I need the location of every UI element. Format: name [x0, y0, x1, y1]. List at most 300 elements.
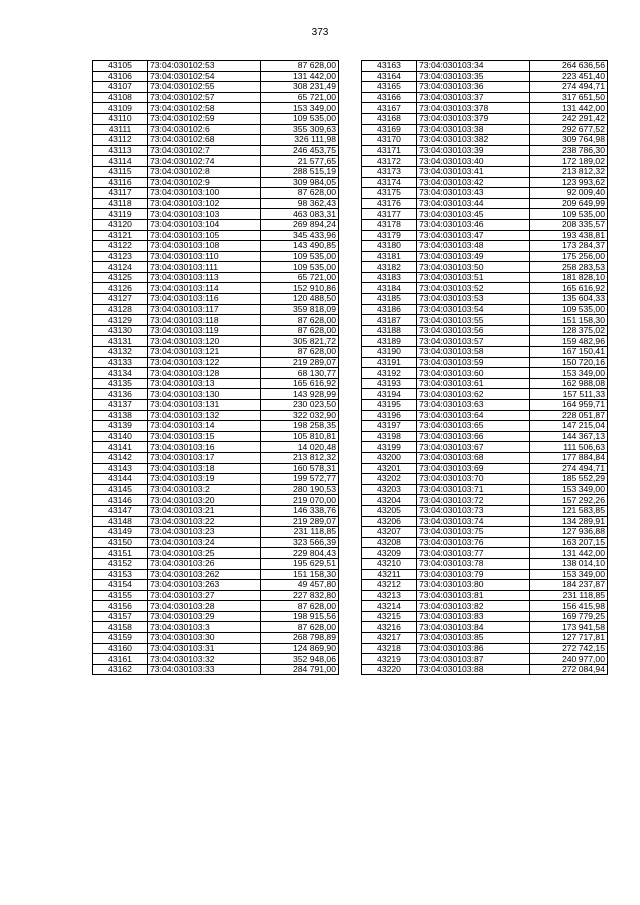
cadastral-number-cell: 73:04:030103:87: [417, 654, 530, 665]
table-row: [93, 92, 339, 103]
row-number-cell: 43150: [93, 537, 148, 548]
row-number-cell: 43149: [93, 527, 148, 538]
row-number-cell: 43132: [93, 347, 148, 358]
table-row: [93, 389, 339, 400]
table-row: [93, 219, 339, 230]
cadastral-number-cell: 73:04:030103:53: [417, 294, 530, 305]
table-row: [93, 431, 339, 442]
value-cell: 157 292,26: [530, 495, 608, 506]
value-cell: 272 084,94: [530, 664, 608, 675]
cadastral-number-cell: 73:04:030103:18: [148, 463, 261, 474]
row-number-cell: 43127: [93, 294, 148, 305]
table-row: [362, 357, 608, 368]
table-row: [93, 145, 339, 156]
cadastral-number-cell: 73:04:030103:3: [148, 622, 261, 633]
cadastral-number-cell: 73:04:030103:50: [417, 262, 530, 273]
cadastral-table-right: [361, 60, 608, 675]
row-number-cell: 43140: [93, 431, 148, 442]
cadastral-number-cell: 73:04:030103:73: [417, 505, 530, 516]
cadastral-number-cell: 73:04:030103:49: [417, 251, 530, 262]
table-row: [93, 241, 339, 252]
row-number-cell: 43192: [362, 368, 417, 379]
cadastral-number-cell: 73:04:030103:13: [148, 378, 261, 389]
row-number-cell: 43163: [362, 61, 417, 72]
row-number-cell: 43133: [93, 357, 148, 368]
cadastral-number-cell: 73:04:030103:23: [148, 527, 261, 538]
cadastral-number-cell: 73:04:030102:59: [148, 113, 261, 124]
row-number-cell: 43162: [93, 664, 148, 675]
table-row: [93, 643, 339, 654]
table-body-left: [93, 61, 339, 675]
value-cell: 264 636,56: [530, 61, 608, 72]
value-cell: 92 009,40: [530, 188, 608, 199]
row-number-cell: 43145: [93, 484, 148, 495]
cadastral-number-cell: 73:04:030102:57: [148, 92, 261, 103]
value-cell: 230 023,50: [261, 400, 339, 411]
table-row: [93, 61, 339, 72]
table-row: [362, 400, 608, 411]
value-cell: 87 628,00: [261, 347, 339, 358]
value-cell: 165 616,92: [261, 378, 339, 389]
row-number-cell: 43109: [93, 103, 148, 114]
row-number-cell: 43115: [93, 166, 148, 177]
cadastral-number-cell: 73:04:030103:54: [417, 304, 530, 315]
value-cell: 146 338,76: [261, 505, 339, 516]
cadastral-number-cell: 73:04:030102:6: [148, 124, 261, 135]
value-cell: 208 335,57: [530, 219, 608, 230]
value-cell: 185 552,29: [530, 474, 608, 485]
value-cell: 144 367,13: [530, 431, 608, 442]
table-row: [93, 654, 339, 665]
value-cell: 175 256,00: [530, 251, 608, 262]
row-number-cell: 43198: [362, 431, 417, 442]
row-number-cell: 43172: [362, 156, 417, 167]
cadastral-number-cell: 73:04:030103:60: [417, 368, 530, 379]
row-number-cell: 43156: [93, 601, 148, 612]
cadastral-number-cell: 73:04:030103:118: [148, 315, 261, 326]
value-cell: 169 779,25: [530, 611, 608, 622]
table-row: [93, 347, 339, 358]
cadastral-number-cell: 73:04:030103:47: [417, 230, 530, 241]
cadastral-number-cell: 73:04:030103:31: [148, 643, 261, 654]
value-cell: 164 959,71: [530, 400, 608, 411]
row-number-cell: 43173: [362, 166, 417, 177]
row-number-cell: 43137: [93, 400, 148, 411]
cadastral-number-cell: 73:04:030103:119: [148, 325, 261, 336]
row-number-cell: 43128: [93, 304, 148, 315]
cadastral-number-cell: 73:04:030103:111: [148, 262, 261, 273]
row-number-cell: 43171: [362, 145, 417, 156]
table-row: [93, 177, 339, 188]
cadastral-number-cell: 73:04:030103:41: [417, 166, 530, 177]
table-row: [362, 219, 608, 230]
value-cell: 326 111,98: [261, 135, 339, 146]
row-number-cell: 43180: [362, 241, 417, 252]
table-row: [93, 272, 339, 283]
row-number-cell: 43116: [93, 177, 148, 188]
row-number-cell: 43155: [93, 590, 148, 601]
value-cell: 151 158,30: [261, 569, 339, 580]
cadastral-number-cell: 73:04:030103:382: [417, 135, 530, 146]
value-cell: 131 442,00: [530, 548, 608, 559]
row-number-cell: 43166: [362, 92, 417, 103]
value-cell: 147 215,04: [530, 421, 608, 432]
table-row: [362, 410, 608, 421]
table-row: [93, 516, 339, 527]
row-number-cell: 43203: [362, 484, 417, 495]
cadastral-number-cell: 73:04:030103:378: [417, 103, 530, 114]
row-number-cell: 43220: [362, 664, 417, 675]
table-row: [93, 590, 339, 601]
cadastral-number-cell: 73:04:030103:103: [148, 209, 261, 220]
row-number-cell: 43213: [362, 590, 417, 601]
table-row: [362, 103, 608, 114]
table-row: [362, 654, 608, 665]
cadastral-number-cell: 73:04:030103:30: [148, 633, 261, 644]
row-number-cell: 43110: [93, 113, 148, 124]
cadastral-number-cell: 73:04:030103:35: [417, 71, 530, 82]
table-row: [362, 325, 608, 336]
value-cell: 109 535,00: [530, 304, 608, 315]
value-cell: 199 572,77: [261, 474, 339, 485]
value-cell: 153 349,00: [261, 103, 339, 114]
cadastral-number-cell: 73:04:030103:64: [417, 410, 530, 421]
cadastral-number-cell: 73:04:030103:77: [417, 548, 530, 559]
table-row: [362, 505, 608, 516]
cadastral-number-cell: 73:04:030103:48: [417, 241, 530, 252]
row-number-cell: 43193: [362, 378, 417, 389]
value-cell: 309 764,98: [530, 135, 608, 146]
row-number-cell: 43148: [93, 516, 148, 527]
cadastral-number-cell: 73:04:030103:46: [417, 219, 530, 230]
row-number-cell: 43199: [362, 442, 417, 453]
table-row: [362, 336, 608, 347]
row-number-cell: 43139: [93, 421, 148, 432]
value-cell: 227 832,80: [261, 590, 339, 601]
value-cell: 159 482,96: [530, 336, 608, 347]
row-number-cell: 43175: [362, 188, 417, 199]
cadastral-number-cell: 73:04:030103:70: [417, 474, 530, 485]
row-number-cell: 43160: [93, 643, 148, 654]
value-cell: 317 651,50: [530, 92, 608, 103]
cadastral-number-cell: 73:04:030103:34: [417, 61, 530, 72]
cadastral-number-cell: 73:04:030103:66: [417, 431, 530, 442]
value-cell: 268 798,89: [261, 633, 339, 644]
table-row: [93, 135, 339, 146]
value-cell: 195 629,51: [261, 558, 339, 569]
value-cell: 269 894,24: [261, 219, 339, 230]
cadastral-number-cell: 73:04:030103:128: [148, 368, 261, 379]
value-cell: 87 628,00: [261, 601, 339, 612]
row-number-cell: 43118: [93, 198, 148, 209]
value-cell: 111 506,63: [530, 442, 608, 453]
row-number-cell: 43134: [93, 368, 148, 379]
table-row: [93, 198, 339, 209]
cadastral-number-cell: 73:04:030103:40: [417, 156, 530, 167]
cadastral-number-cell: 73:04:030103:100: [148, 188, 261, 199]
row-number-cell: 43121: [93, 230, 148, 241]
row-number-cell: 43141: [93, 442, 148, 453]
row-number-cell: 43147: [93, 505, 148, 516]
cadastral-number-cell: 73:04:030103:379: [417, 113, 530, 124]
table-row: [93, 368, 339, 379]
value-cell: 150 720,16: [530, 357, 608, 368]
value-cell: 352 948,06: [261, 654, 339, 665]
cadastral-number-cell: 73:04:030103:102: [148, 198, 261, 209]
value-cell: 160 578,31: [261, 463, 339, 474]
cadastral-number-cell: 73:04:030103:122: [148, 357, 261, 368]
table-row: [93, 569, 339, 580]
cadastral-number-cell: 73:04:030103:26: [148, 558, 261, 569]
value-cell: 309 984,05: [261, 177, 339, 188]
row-number-cell: 43201: [362, 463, 417, 474]
row-number-cell: 43215: [362, 611, 417, 622]
table-row: [93, 633, 339, 644]
value-cell: 272 742,15: [530, 643, 608, 654]
cadastral-number-cell: 73:04:030103:45: [417, 209, 530, 220]
value-cell: 128 375,02: [530, 325, 608, 336]
value-cell: 173 941,58: [530, 622, 608, 633]
cadastral-number-cell: 73:04:030103:37: [417, 92, 530, 103]
value-cell: 292 677,52: [530, 124, 608, 135]
row-number-cell: 43138: [93, 410, 148, 421]
cadastral-number-cell: 73:04:030103:32: [148, 654, 261, 665]
table-row: [362, 484, 608, 495]
row-number-cell: 43205: [362, 505, 417, 516]
row-number-cell: 43196: [362, 410, 417, 421]
table-row: [93, 421, 339, 432]
cadastral-number-cell: 73:04:030102:7: [148, 145, 261, 156]
table-row: [93, 262, 339, 273]
cadastral-number-cell: 73:04:030103:43: [417, 188, 530, 199]
cadastral-number-cell: 73:04:030103:67: [417, 442, 530, 453]
table-row: [362, 590, 608, 601]
cadastral-number-cell: 73:04:030103:79: [417, 569, 530, 580]
table-row: [93, 82, 339, 93]
table-row: [362, 166, 608, 177]
row-number-cell: 43212: [362, 580, 417, 591]
cadastral-number-cell: 73:04:030103:21: [148, 505, 261, 516]
row-number-cell: 43165: [362, 82, 417, 93]
cadastral-number-cell: 73:04:030103:2: [148, 484, 261, 495]
table-row: [93, 505, 339, 516]
row-number-cell: 43208: [362, 537, 417, 548]
table-row: [93, 452, 339, 463]
row-number-cell: 43120: [93, 219, 148, 230]
table-row: [362, 347, 608, 358]
row-number-cell: 43107: [93, 82, 148, 93]
cadastral-number-cell: 73:04:030103:68: [417, 452, 530, 463]
cadastral-number-cell: 73:04:030103:81: [417, 590, 530, 601]
table-row: [362, 156, 608, 167]
row-number-cell: 43105: [93, 61, 148, 72]
value-cell: 229 804,43: [261, 548, 339, 559]
row-number-cell: 43144: [93, 474, 148, 485]
table-row: [93, 378, 339, 389]
cadastral-number-cell: 73:04:030103:63: [417, 400, 530, 411]
cadastral-number-cell: 73:04:030103:76: [417, 537, 530, 548]
table-row: [93, 664, 339, 675]
table-row: [93, 230, 339, 241]
row-number-cell: 43119: [93, 209, 148, 220]
table-row: [93, 251, 339, 262]
value-cell: 87 628,00: [261, 315, 339, 326]
row-number-cell: 43211: [362, 569, 417, 580]
table-row: [362, 452, 608, 463]
cadastral-number-cell: 73:04:030103:29: [148, 611, 261, 622]
row-number-cell: 43113: [93, 145, 148, 156]
value-cell: 105 810,81: [261, 431, 339, 442]
value-cell: 213 812,32: [530, 166, 608, 177]
value-cell: 123 993,62: [530, 177, 608, 188]
cadastral-number-cell: 73:04:030103:33: [148, 664, 261, 675]
row-number-cell: 43195: [362, 400, 417, 411]
table-row: [362, 188, 608, 199]
cadastral-number-cell: 73:04:030103:38: [417, 124, 530, 135]
row-number-cell: 43158: [93, 622, 148, 633]
cadastral-number-cell: 73:04:030103:110: [148, 251, 261, 262]
row-number-cell: 43142: [93, 452, 148, 463]
cadastral-number-cell: 73:04:030103:16: [148, 442, 261, 453]
value-cell: 165 616,92: [530, 283, 608, 294]
row-number-cell: 43153: [93, 569, 148, 580]
value-cell: 181 828,10: [530, 272, 608, 283]
row-number-cell: 43219: [362, 654, 417, 665]
row-number-cell: 43177: [362, 209, 417, 220]
row-number-cell: 43123: [93, 251, 148, 262]
table-row: [362, 71, 608, 82]
cadastral-number-cell: 73:04:030103:28: [148, 601, 261, 612]
row-number-cell: 43200: [362, 452, 417, 463]
value-cell: 219 289,07: [261, 357, 339, 368]
table-row: [362, 230, 608, 241]
value-cell: 131 442,00: [261, 71, 339, 82]
row-number-cell: 43151: [93, 548, 148, 559]
table-row: [362, 368, 608, 379]
table-row: [93, 357, 339, 368]
table-row: [362, 442, 608, 453]
cadastral-number-cell: 73:04:030103:22: [148, 516, 261, 527]
row-number-cell: 43218: [362, 643, 417, 654]
row-number-cell: 43188: [362, 325, 417, 336]
value-cell: 143 490,85: [261, 241, 339, 252]
row-number-cell: 43126: [93, 283, 148, 294]
table-row: [93, 622, 339, 633]
table-row: [93, 209, 339, 220]
value-cell: 14 020,48: [261, 442, 339, 453]
value-cell: 153 349,00: [530, 569, 608, 580]
value-cell: 65 721,00: [261, 92, 339, 103]
table-row: [93, 580, 339, 591]
value-cell: 280 190,53: [261, 484, 339, 495]
table-row: [93, 601, 339, 612]
table-body-right: [362, 61, 608, 675]
table-row: [93, 71, 339, 82]
row-number-cell: 43106: [93, 71, 148, 82]
cadastral-number-cell: 73:04:030103:86: [417, 643, 530, 654]
value-cell: 163 207,15: [530, 537, 608, 548]
value-cell: 322 032,90: [261, 410, 339, 421]
value-cell: 138 014,10: [530, 558, 608, 569]
value-cell: 242 291,42: [530, 113, 608, 124]
cadastral-number-cell: 73:04:030103:58: [417, 347, 530, 358]
cadastral-number-cell: 73:04:030103:121: [148, 347, 261, 358]
value-cell: 120 488,50: [261, 294, 339, 305]
table-row: [93, 527, 339, 538]
cadastral-number-cell: 73:04:030102:54: [148, 71, 261, 82]
row-number-cell: 43187: [362, 315, 417, 326]
table-row: [362, 262, 608, 273]
table-row: [362, 61, 608, 72]
cadastral-number-cell: 73:04:030102:58: [148, 103, 261, 114]
table-row: [93, 474, 339, 485]
cadastral-number-cell: 73:04:030103:17: [148, 452, 261, 463]
table-row: [362, 251, 608, 262]
row-number-cell: 43154: [93, 580, 148, 591]
row-number-cell: 43146: [93, 495, 148, 506]
cadastral-number-cell: 73:04:030103:51: [417, 272, 530, 283]
cadastral-number-cell: 73:04:030103:19: [148, 474, 261, 485]
row-number-cell: 43210: [362, 558, 417, 569]
row-number-cell: 43122: [93, 241, 148, 252]
value-cell: 87 628,00: [261, 188, 339, 199]
table-row: [93, 410, 339, 421]
table-row: [93, 294, 339, 305]
row-number-cell: 43176: [362, 198, 417, 209]
value-cell: 359 818,09: [261, 304, 339, 315]
row-number-cell: 43179: [362, 230, 417, 241]
row-number-cell: 43204: [362, 495, 417, 506]
table-row: [362, 474, 608, 485]
value-cell: 127 717,81: [530, 633, 608, 644]
row-number-cell: 43159: [93, 633, 148, 644]
table-row: [362, 611, 608, 622]
cadastral-number-cell: 73:04:030102:55: [148, 82, 261, 93]
row-number-cell: 43130: [93, 325, 148, 336]
value-cell: 109 535,00: [261, 262, 339, 273]
value-cell: 323 566,39: [261, 537, 339, 548]
cadastral-number-cell: 73:04:030103:130: [148, 389, 261, 400]
row-number-cell: 43178: [362, 219, 417, 230]
value-cell: 167 150,41: [530, 347, 608, 358]
row-number-cell: 43184: [362, 283, 417, 294]
value-cell: 109 535,00: [530, 209, 608, 220]
cadastral-number-cell: 73:04:030103:104: [148, 219, 261, 230]
cadastral-number-cell: 73:04:030102:8: [148, 166, 261, 177]
value-cell: 219 289,07: [261, 516, 339, 527]
row-number-cell: 43183: [362, 272, 417, 283]
row-number-cell: 43181: [362, 251, 417, 262]
row-number-cell: 43129: [93, 315, 148, 326]
cadastral-number-cell: 73:04:030103:44: [417, 198, 530, 209]
value-cell: 198 258,35: [261, 421, 339, 432]
row-number-cell: 43117: [93, 188, 148, 199]
row-number-cell: 43111: [93, 124, 148, 135]
cadastral-number-cell: 73:04:030103:108: [148, 241, 261, 252]
table-row: [93, 336, 339, 347]
table-row: [93, 495, 339, 506]
table-row: [362, 198, 608, 209]
table-row: [362, 495, 608, 506]
table-row: [93, 537, 339, 548]
table-row: [362, 537, 608, 548]
value-cell: 246 453,75: [261, 145, 339, 156]
table-row: [362, 209, 608, 220]
cadastral-number-cell: 73:04:030103:69: [417, 463, 530, 474]
cadastral-number-cell: 73:04:030103:52: [417, 283, 530, 294]
row-number-cell: 43169: [362, 124, 417, 135]
table-row: [93, 103, 339, 114]
